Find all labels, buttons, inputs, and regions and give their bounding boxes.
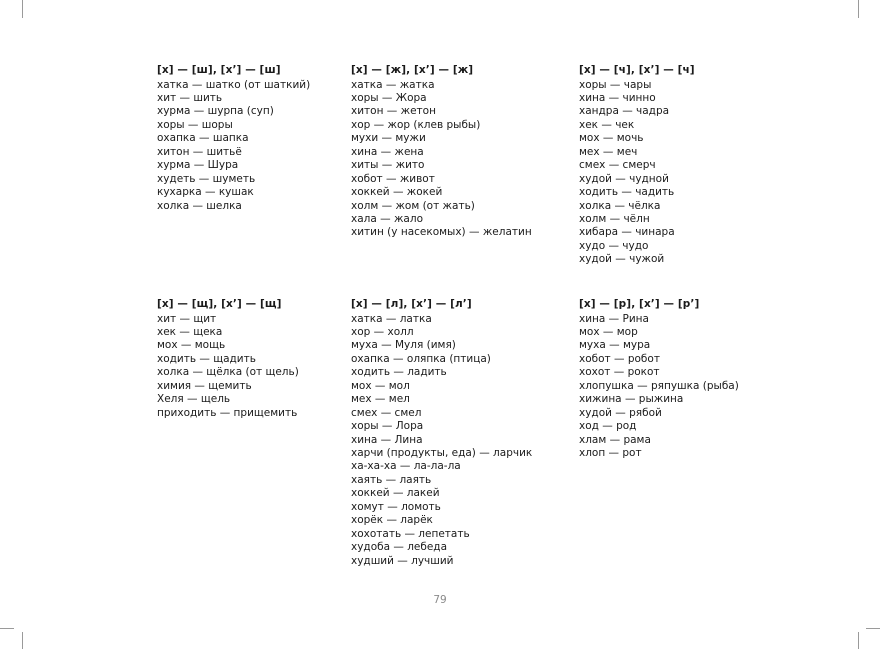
word-pair: хлам — рама [579,433,651,446]
word-pair: холм — жом (от жать) [351,199,475,212]
word-pair: хиты — жито [351,159,425,172]
word-pair: хек — чек [579,118,635,131]
group-title: [х] — [л], [х’] — [л’] [351,298,472,310]
word-pair: хатка — жатка [351,78,435,91]
crop-mark-right-bottom-v [858,632,859,649]
group-h-zh [351,64,532,240]
word-pair-list [351,79,532,240]
word-pair: муха — Муля (имя) [351,339,456,352]
word-pair: мех — меч [579,145,638,158]
word-pair: хобот — робот [579,352,660,365]
word-pair: смех — смел [351,406,422,419]
word-pair: Хеля — щель [157,393,231,406]
word-pair: хомут — ломоть [351,500,441,513]
word-pair: хала — жало [351,213,423,226]
word-pair: хит — шить [157,91,223,104]
word-pair: хаять — лаять [351,473,432,486]
word-pair: хибара — чинара [579,226,675,239]
word-pair: худой — рябой [579,406,662,419]
word-pair: хоры — Лора [351,420,424,433]
word-pair: хоккей — лакей [351,487,440,500]
word-pair: худший — лучший [351,554,454,567]
group-title: [х] — [р], [х’] — [р’] [579,298,700,310]
word-pair: худоба — лебеда [351,541,447,554]
word-pair: хурма — шурпа (суп) [157,105,274,118]
word-pair: мох — мор [579,325,638,338]
crop-mark-top-left [22,0,23,18]
word-pair: хек — щека [157,325,223,338]
word-pair: ходить — ладить [351,366,447,379]
word-pair: приходить — прищемить [157,406,298,419]
word-pair: хобот — живот [351,172,435,185]
word-pair-list [579,313,739,461]
crop-mark-top-right [858,0,859,18]
word-pair: хандра — чадра [579,105,670,118]
word-pair: хина — чинно [579,91,656,104]
group-title: [х] — [ч], [х’] — [ч] [579,64,695,76]
word-pair: хурма — Шура [157,159,239,172]
word-pair: хитон — шитьё [157,145,242,158]
word-pair: охапка — оляпка (птица) [351,352,491,365]
word-pair: ход — род [579,420,637,433]
word-pair: хоры — шоры [157,118,233,131]
word-pair: хитин (у насекомых) — желатин [351,226,532,239]
group-title: [х] — [ш], [х’] — [ш] [157,64,281,76]
word-pair: кухарка — кушак [157,186,254,199]
word-pair: хит — щит [157,312,217,325]
word-pair: хоры — Жора [351,91,427,104]
word-pair: мех — мел [351,393,410,406]
word-pair: хина — Лина [351,433,423,446]
word-pair: хлопушка — ряпушка (рыба) [579,379,739,392]
word-pair: хохот — рокот [579,366,660,379]
word-pair: холка — щёлка (от щель) [157,366,299,379]
word-pair: хоккей — жокей [351,186,443,199]
word-pair: охапка — шапка [157,132,249,145]
group-h-shch [157,298,299,420]
group-h-sh [157,64,310,213]
word-pair: холка — чёлка [579,199,661,212]
word-pair: мох — мол [351,379,410,392]
word-pair: хатка — шатко (от шаткий) [157,78,311,91]
word-pair: химия — щемить [157,379,252,392]
word-pair: мох — мочь [579,132,644,145]
word-pair: мох — мощь [157,339,226,352]
word-pair-list [579,79,695,267]
word-pair: худо — чудо [579,239,649,252]
word-pair: ха-ха-ха — ла-ла-ла [351,460,461,473]
word-pair: хохотать — лепетать [351,527,470,540]
word-pair: хлоп — рот [579,447,642,460]
crop-mark-left-bottom-v [22,632,23,649]
group-title: [х] — [щ], [х’] — [щ] [157,298,282,310]
word-pair: хор — холл [351,325,414,338]
word-pair: хорёк — ларёк [351,514,433,527]
word-pair: хатка — латка [351,312,432,325]
word-pair: худой — чужой [579,253,665,266]
group-h-ch [579,64,695,267]
word-pair: хина — жена [351,145,424,158]
word-pair: хижина — рыжина [579,393,684,406]
word-pair-list [157,79,310,214]
word-pair: харчи (продукты, еда) — ларчик [351,447,533,460]
word-pair: худой — чудной [579,172,669,185]
word-pair: ходить — чадить [579,186,675,199]
word-pair: мухи — мужи [351,132,426,145]
word-pair: смех — смерч [579,159,656,172]
group-h-r [579,298,739,460]
group-h-l [351,298,532,568]
word-pair-list [351,313,532,569]
crop-mark-right-bottom-h [866,628,880,629]
word-pair: холка — шелка [157,199,242,212]
crop-mark-left-bottom-h [0,628,14,629]
word-pair: худеть — шуметь [157,172,256,185]
word-pair: хоры — чары [579,78,652,91]
page-number: 79 [433,594,447,606]
word-pair: хина — Рина [579,312,649,325]
word-pair: хор — жор (клев рыбы) [351,118,481,131]
word-pair: ходить — щадить [157,352,256,365]
group-title: [х] — [ж], [х’] — [ж] [351,64,474,76]
word-pair: хитон — жетон [351,105,436,118]
word-pair: холм — чёлн [579,213,650,226]
word-pair: муха — мура [579,339,651,352]
word-pair-list [157,313,299,421]
